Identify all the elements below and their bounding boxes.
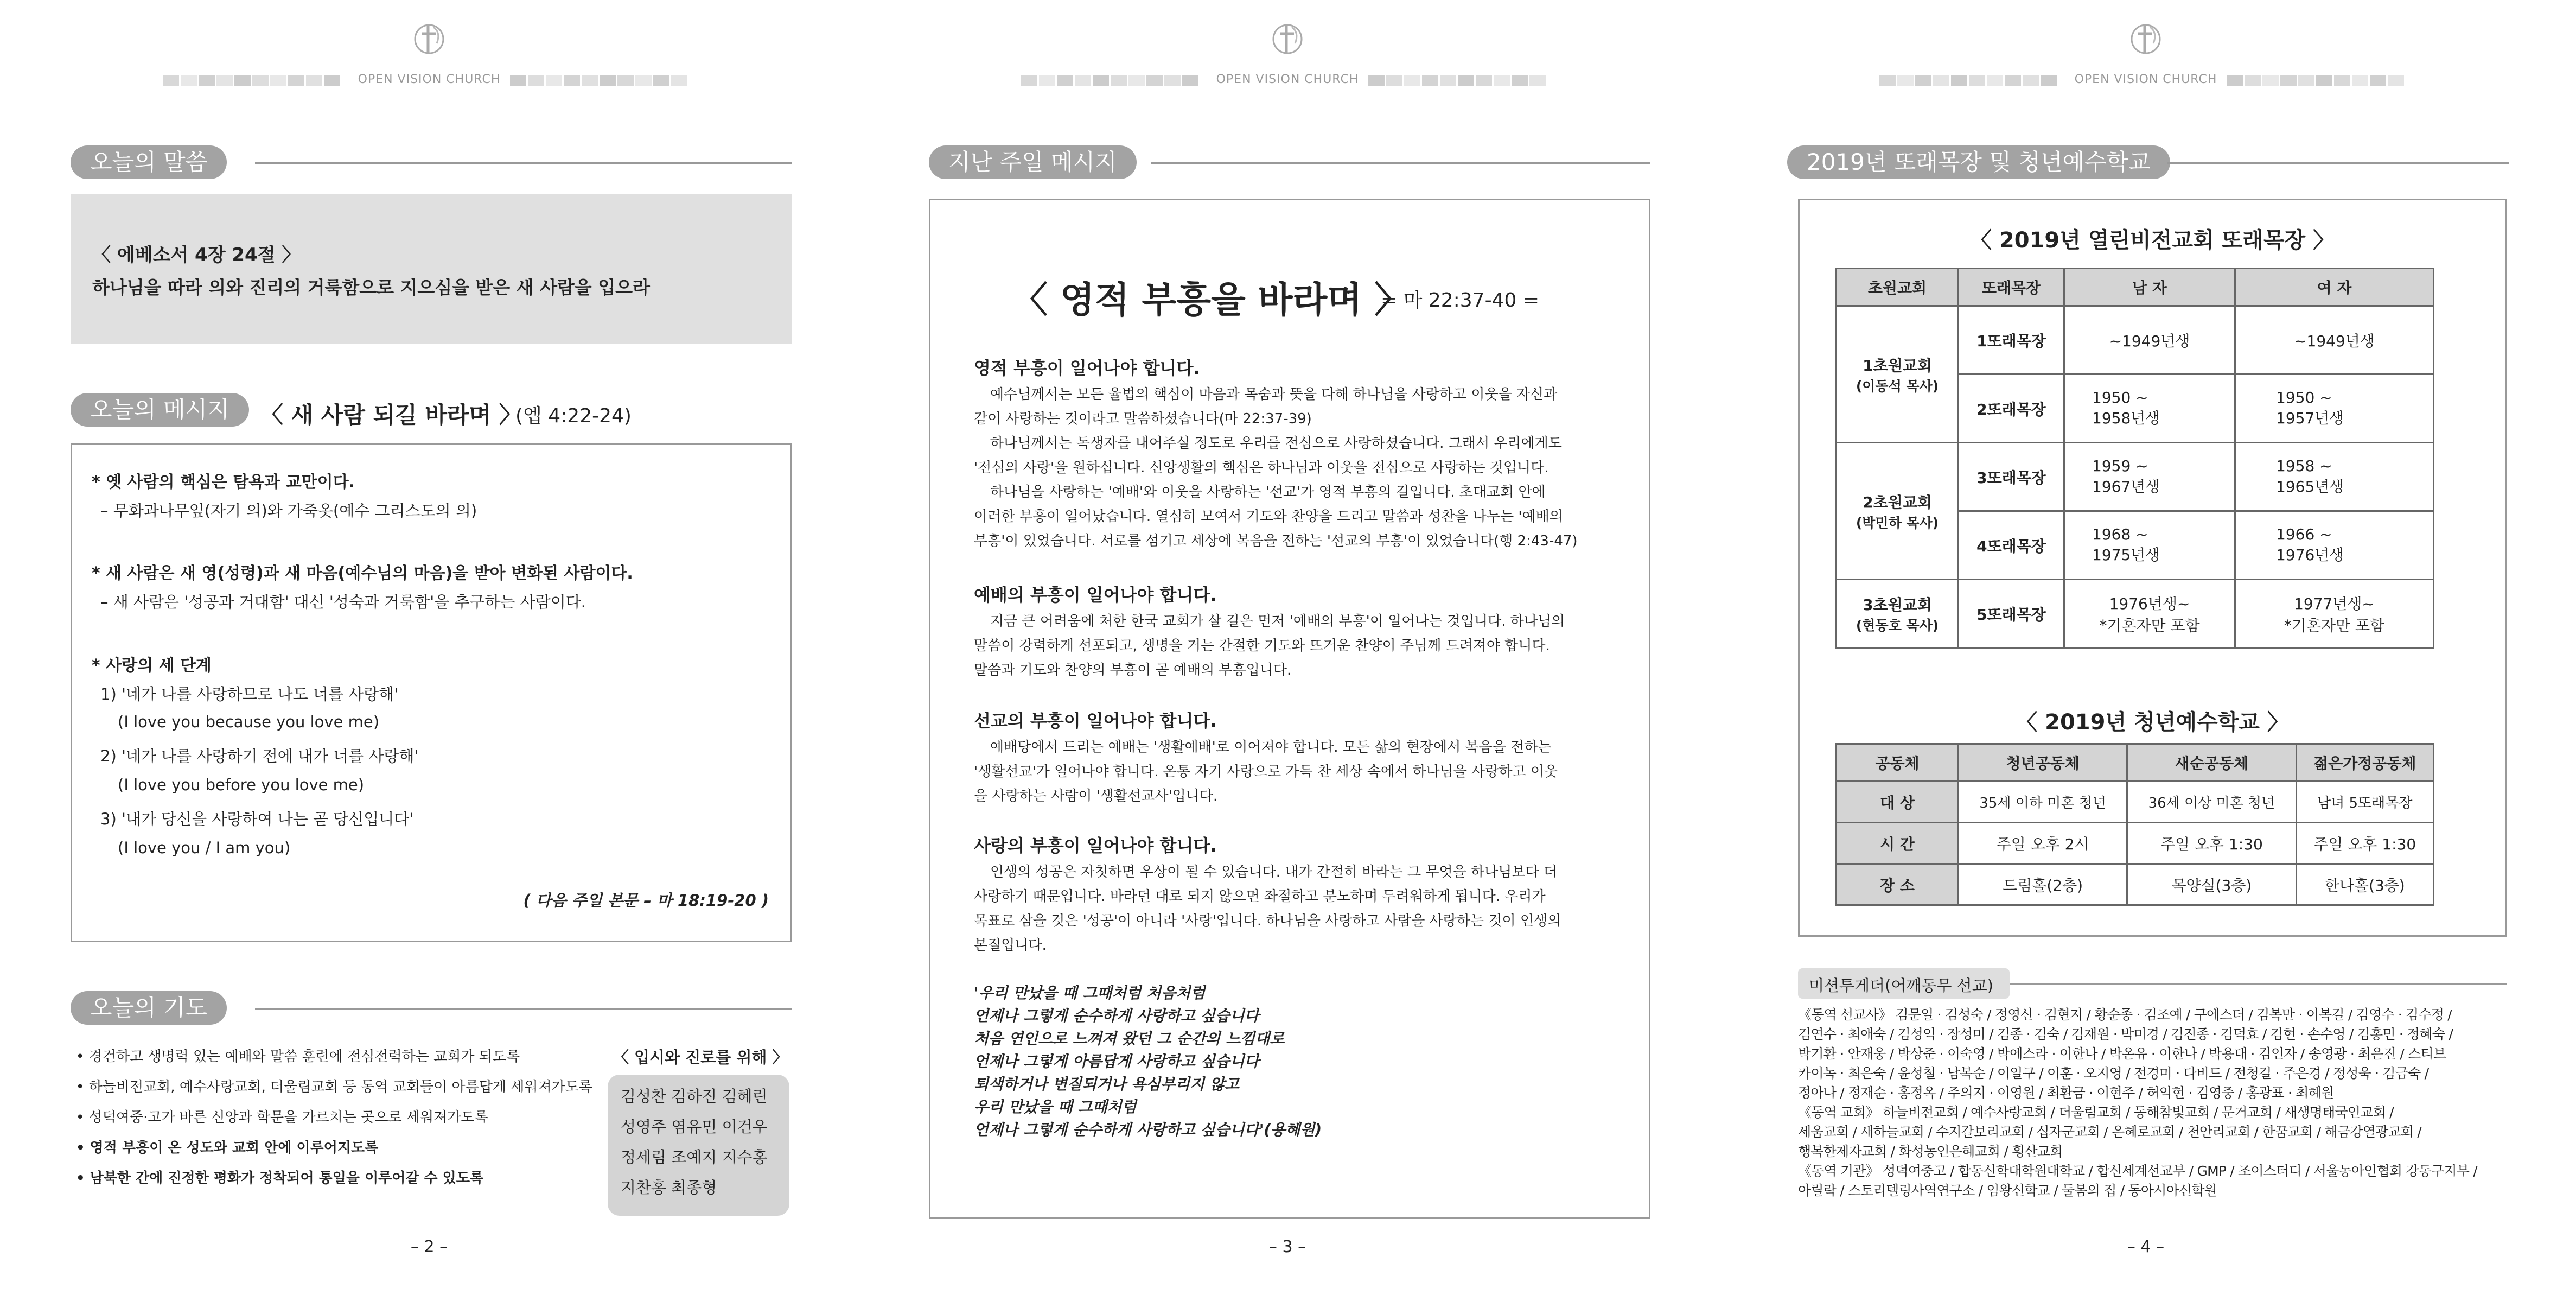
mission-line: 정아나 / 정재순 · 홍정옥 / 주의지 · 이영원 / 최환금 · 이현주 / 허익현 · 김영중 / 홍광표 · 최혜원 bbox=[1798, 1085, 2334, 1101]
table-cell: 35세 이하 미혼 청년 bbox=[1959, 782, 2127, 823]
section-heading: 영적 부흥이 일어나야 합니다. bbox=[974, 358, 1200, 378]
point-head: * 새 사람은 새 영(성령)과 새 마음(예수님의 마음)을 받아 변화된 사람이다. bbox=[92, 564, 633, 583]
table-row bbox=[1837, 306, 2434, 374]
table-cell: 목양실(3층) bbox=[2127, 864, 2296, 905]
peer-group-table bbox=[1835, 268, 2434, 649]
point-line: (I love you / I am you) bbox=[118, 839, 291, 857]
body-line: 이러한 부흥이 일어났습니다. 열심히 모여서 기도와 찬양을 드리고 말씀과 성찬을 나누는 '예배의 bbox=[974, 509, 1563, 525]
page-number: – 4 – bbox=[2127, 1237, 2165, 1256]
point-line: – 새 사람은 '성공과 거대함' 대신 '성숙과 거룩함'을 추구하는 사람이다. bbox=[100, 593, 586, 611]
table-header: 또래목장 bbox=[1959, 269, 2064, 306]
group-cell: 4또래목장 bbox=[1959, 511, 2064, 580]
church-name: OPEN VISION CHURCH bbox=[2074, 73, 2217, 86]
page-header bbox=[1717, 16, 2575, 86]
poem-line: '우리 만났을 때 그때처럼 처음처럼 bbox=[974, 984, 1206, 1002]
body-line: 목표로 삼을 것은 '성공'이 아니라 '사랑'입니다. 하나님을 사랑하고 사람을 사랑하는 것이 인생의 bbox=[974, 913, 1561, 929]
body-line: '전심의 사랑'을 원하십니다. 신앙생활의 핵심은 하나님과 이웃을 전심으로 사랑하는 것입니다. bbox=[974, 460, 1549, 476]
section-body bbox=[974, 610, 1565, 683]
exam-title: 〈 입시와 진로를 위해 〉 bbox=[613, 1048, 788, 1067]
table-row bbox=[1837, 864, 2434, 905]
table-cell: 드림홀(2층) bbox=[1959, 864, 2127, 905]
header-bar-right bbox=[2227, 75, 2406, 86]
prayer-item: • 하늘비전교회, 예수사랑교회, 더울림교회 등 동역 교회들이 아름답게 세워져가도록 bbox=[76, 1079, 592, 1095]
section-title: 2019년 또래목장 및 청년예수학교 bbox=[1787, 145, 2170, 179]
body-line: 하나님께서는 독생자를 내어주실 정도로 우리를 전심으로 사랑하셨습니다. 그래서 우리에게도 bbox=[990, 435, 1562, 452]
body-line: '생활선교'가 일어나야 합니다. 온통 자기 사랑으로 가득 찬 세상 속에서 하나님을 사랑하고 이웃 bbox=[974, 764, 1558, 780]
page-3 bbox=[858, 0, 1717, 1295]
chowon-cell: 2초원교회 (박민하 목사) bbox=[1837, 443, 1959, 580]
mission-title-tag bbox=[1798, 968, 2010, 999]
table-header: 새순공동체 bbox=[2127, 744, 2296, 782]
table-header: 젊은가정공동체 bbox=[2296, 744, 2433, 782]
section-todays-prayer bbox=[71, 991, 792, 1029]
mission-line: 행복한제자교회 / 화성농인은혜교회 / 횡산교회 bbox=[1798, 1144, 2063, 1159]
point-line: (I love you because you love me) bbox=[118, 713, 380, 731]
female-cell: 1966 ~ 1976년생 bbox=[2235, 511, 2434, 580]
poem-line: 우리 만났을 때 그때처럼 bbox=[974, 1098, 1137, 1116]
church-logo-icon bbox=[1266, 16, 1309, 60]
table2-title: 〈 2019년 청년예수학교 〉 bbox=[2016, 710, 2289, 735]
sermon-title: 〈 영적 부흥을 바라며 〉 bbox=[1012, 279, 1410, 321]
section-todays-word bbox=[71, 145, 792, 183]
section-todays-message bbox=[71, 393, 792, 431]
section-title: 지난 주일 메시지 bbox=[929, 145, 1137, 179]
exam-names-line: 성영주 염유민 이건우 bbox=[621, 1118, 768, 1136]
mission-line: 《동역 교회》 하늘비전교회 / 예수사랑교회 / 더울림교회 / 동해참빛교회 / 문거교회 / 새생명태국인교회 / bbox=[1798, 1104, 2394, 1120]
table-cell: 36세 이상 미혼 청년 bbox=[2127, 782, 2296, 823]
prayer-item: • 남북한 간에 진정한 평화가 정착되어 통일을 이루어갈 수 있도록 bbox=[76, 1170, 484, 1186]
table-cell: 한나홀(3층) bbox=[2296, 864, 2433, 905]
page-number: – 2 – bbox=[410, 1237, 448, 1256]
poem-line: 퇴색하거나 변질되거나 욕심부리지 않고 bbox=[974, 1075, 1240, 1093]
message-box bbox=[71, 443, 792, 942]
table-header: 초원교회 bbox=[1837, 269, 1959, 306]
male-cell: 1976년생~ *기혼자만 포함 bbox=[2064, 580, 2235, 648]
point-head: * 사랑의 세 단계 bbox=[92, 656, 212, 675]
sermon-box bbox=[929, 199, 1650, 1219]
point-line: 3) '내가 당신을 사랑하여 나는 곧 당신입니다' bbox=[100, 810, 414, 828]
female-cell: 1977년생~ *기혼자만 포함 bbox=[2235, 580, 2434, 648]
body-line: 지금 큰 어려움에 처한 한국 교회가 살 길은 먼저 '예배의 부흥'이 일어나는 것입니다. 하나님의 bbox=[990, 613, 1565, 630]
mission-line: 아릴락 / 스토리텔링사역연구소 / 임왕신학교 / 둘봄의 집 / 동아시아신학원 bbox=[1798, 1183, 2217, 1198]
table-cell: 남녀 5또래목장 bbox=[2296, 782, 2433, 823]
divider bbox=[2010, 983, 2507, 985]
church-name: OPEN VISION CHURCH bbox=[358, 73, 501, 86]
chowon-cell: 1초원교회 (이동석 목사) bbox=[1837, 306, 1959, 443]
poem-line: 언제나 그렇게 순수하게 사랑하고 싶습니다 bbox=[974, 1007, 1259, 1025]
body-line: 사랑하기 때문입니다. 바라던 대로 되지 않으면 좌절하고 분노하며 두려워하게 됩니다. 우리가 bbox=[974, 888, 1546, 905]
point-line: – 무화과나무잎(자기 의)와 가죽옷(예수 그리스도의 의) bbox=[100, 502, 477, 520]
section-title: 오늘의 메시지 bbox=[71, 393, 249, 427]
female-cell: ~1949년생 bbox=[2235, 306, 2434, 374]
poem-line: 처음 연인으로 느껴져 왔던 그 순간의 느낌대로 bbox=[974, 1030, 1285, 1048]
body-line: 말씀이 강력하게 선포되고, 생명을 거는 간절한 기도와 뜨거운 찬양이 주님께 드려져야 합니다. bbox=[974, 638, 1550, 654]
section-title: 오늘의 말씀 bbox=[71, 145, 227, 179]
section-heading: 예배의 부흥이 일어나야 합니다. bbox=[974, 585, 1217, 605]
page-header bbox=[0, 16, 858, 86]
body-line: 예수님께서는 모든 율법의 핵심이 마음과 목숨과 뜻을 다해 하나님을 사랑하고 이웃을 자신과 bbox=[990, 386, 1558, 403]
page-number: – 3 – bbox=[1268, 1237, 1306, 1256]
header-bar-left bbox=[1879, 75, 2058, 86]
body-line: 본질입니다. bbox=[974, 937, 1047, 954]
groups-box bbox=[1798, 199, 2507, 937]
section-body bbox=[974, 735, 1558, 809]
mission-title: 미션투게더(어깨동무 선교) bbox=[1809, 976, 1994, 995]
group-cell: 2또래목장 bbox=[1959, 374, 2064, 443]
body-line: 인생의 성공은 자칫하면 우상이 될 수 있습니다. 내가 간절히 바라는 그 무엇을 하나님보다 더 bbox=[990, 864, 1557, 880]
sermon-reference: (엡 4:22-24) bbox=[515, 405, 632, 427]
point-line: 1) '네가 나를 사랑하므로 나도 너를 사랑해' bbox=[100, 685, 399, 703]
table-header: 여 자 bbox=[2235, 269, 2434, 306]
table-header: 남 자 bbox=[2064, 269, 2235, 306]
word-box bbox=[71, 194, 792, 344]
header-bar-right bbox=[1368, 75, 1547, 86]
body-line: 하나님을 사랑하는 '예배'와 이웃을 사랑하는 '선교'가 영적 부흥의 길입니다. 초대교회 안에 bbox=[990, 484, 1546, 500]
sermon-title: 〈 새 사람 되길 바라며 〉 bbox=[260, 402, 522, 428]
prayer-item: • 성덕여중·고가 바른 신앙과 학문을 가르치는 곳으로 세워져가도록 bbox=[76, 1109, 488, 1126]
table-header: 청년공동체 bbox=[1959, 744, 2127, 782]
next-week-text: ( 다음 주일 본문 – 마 18:19-20 ) bbox=[523, 891, 769, 910]
table-row bbox=[1837, 443, 2434, 511]
word-text: 하나님을 따라 의와 진리의 거룩함으로 지으심을 받은 새 사람을 입으라 bbox=[92, 277, 650, 298]
section-heading: 사랑의 부흥이 일어나야 합니다. bbox=[974, 835, 1217, 856]
male-cell: 1950 ~ 1958년생 bbox=[2064, 374, 2235, 443]
section-heading: 선교의 부흥이 일어나야 합니다. bbox=[974, 710, 1217, 731]
body-line: 부흥'이 있었습니다. 서로를 섬기고 세상에 복음을 전하는 '선교의 부흥'이 있었습니다(행 2:43-47) bbox=[974, 533, 1578, 549]
section-peer-groups bbox=[1787, 145, 2509, 183]
church-logo-icon bbox=[407, 16, 451, 60]
body-line: 예배당에서 드리는 예배는 '생활예배'로 이어져야 합니다. 모든 삶의 현장에서 복음을 전하는 bbox=[990, 739, 1552, 756]
body-line: 같이 사랑하는 것이라고 말씀하셨습니다(마 22:37-39) bbox=[974, 411, 1312, 427]
group-cell: 5또래목장 bbox=[1959, 580, 2064, 648]
page-2 bbox=[0, 0, 858, 1295]
header-bar-left bbox=[1021, 75, 1200, 86]
point-line: 2) '네가 나를 사랑하기 전에 내가 너를 사랑해' bbox=[100, 747, 419, 765]
row-label: 시 간 bbox=[1837, 823, 1959, 864]
point-head: * 옛 사람의 핵심은 탐욕과 교만이다. bbox=[92, 473, 355, 492]
female-cell: 1950 ~ 1957년생 bbox=[2235, 374, 2434, 443]
table-cell: 주일 오후 1:30 bbox=[2127, 823, 2296, 864]
header-bar-left bbox=[163, 75, 342, 86]
mission-line: 박기환 · 안재웅 / 박상준 · 이숙영 / 박에스라 · 이한나 / 박온유 · 이한나 / 박용대 · 김인자 / 송영광 · 최은진 / 스티브 bbox=[1798, 1046, 2446, 1062]
mission-line: 《동역 기관》 성덕여중고 / 합동신학대학원대학교 / 합신세계선교부 / GMP / 조이스터디 / 서울농아인협회 강동구지부 / bbox=[1798, 1163, 2477, 1179]
page-4 bbox=[1717, 0, 2575, 1295]
body-line: 말씀과 기도와 찬양의 부흥이 곧 예배의 부흥입니다. bbox=[974, 662, 1292, 678]
word-reference: 〈 에베소서 4장 24절 〉 bbox=[92, 244, 301, 266]
section-body bbox=[974, 860, 1561, 958]
table-row bbox=[1837, 580, 2434, 648]
prayer-item: • 경건하고 생명력 있는 예배와 말씀 훈련에 전심전력하는 교회가 되도록 bbox=[76, 1049, 520, 1065]
body-line: 을 사랑하는 사람이 '생활선교사'입니다. bbox=[974, 788, 1218, 804]
poem-line: 언제나 그렇게 아름답게 사랑하고 싶습니다 bbox=[974, 1052, 1259, 1070]
section-body bbox=[974, 383, 1578, 554]
exam-names-line: 정세림 조예지 지수홍 bbox=[621, 1148, 768, 1166]
poem-line: 언제나 그렇게 순수하게 사랑하고 싶습니다'(용혜원) bbox=[974, 1121, 1322, 1139]
mission-line: 카이녹 · 최은숙 / 윤성철 · 남복순 / 이일구 / 이훈 · 오지영 / 전경미 · 다비드 / 전청길 · 주은경 / 정성욱 · 김금숙 / bbox=[1798, 1065, 2429, 1081]
sermon-reference: = 마 22:37-40 = bbox=[1381, 289, 1539, 312]
mission-line: 김연수 · 최애숙 / 김성익 · 장성미 / 김종 · 김숙 / 김재원 · 박미경 / 김진종 · 김덕효 / 김현 · 손수영 / 김홍민 · 정혜숙 / bbox=[1798, 1026, 2453, 1042]
header-bar-right bbox=[510, 75, 689, 86]
section-title: 오늘의 기도 bbox=[71, 991, 227, 1025]
exam-names-line: 지찬홍 최종형 bbox=[621, 1178, 717, 1197]
church-logo-icon bbox=[2124, 16, 2167, 60]
mission-list bbox=[1798, 1005, 2477, 1201]
male-cell: ~1949년생 bbox=[2064, 306, 2235, 374]
table-row bbox=[1837, 823, 2434, 864]
exam-names-line: 김성찬 김하진 김혜린 bbox=[621, 1087, 768, 1106]
page-header bbox=[858, 16, 1717, 86]
youth-school-table bbox=[1835, 743, 2434, 906]
table-cell: 주일 오후 1:30 bbox=[2296, 823, 2433, 864]
point-line: (I love you before you love me) bbox=[118, 776, 365, 794]
exam-names-box bbox=[608, 1075, 789, 1216]
female-cell: 1958 ~ 1965년생 bbox=[2235, 443, 2434, 511]
row-label: 장 소 bbox=[1837, 864, 1959, 905]
poem bbox=[974, 982, 1322, 1141]
table-header: 공동체 bbox=[1837, 744, 1959, 782]
table-row bbox=[1837, 782, 2434, 823]
male-cell: 1968 ~ 1975년생 bbox=[2064, 511, 2235, 580]
mission-line: 《동역 선교사》 김문일 · 김성숙 / 정영신 · 김현지 / 황순종 · 김조예 / 구에스더 / 김복만 · 이복길 / 김영수 · 김수정 / bbox=[1798, 1007, 2452, 1023]
group-cell: 1또래목장 bbox=[1959, 306, 2064, 374]
table-cell: 주일 오후 2시 bbox=[1959, 823, 2127, 864]
row-label: 대 상 bbox=[1837, 782, 1959, 823]
section-last-sunday bbox=[929, 145, 1650, 183]
prayer-item: • 영적 부흥이 온 성도와 교회 안에 이루어지도록 bbox=[76, 1140, 379, 1156]
church-name: OPEN VISION CHURCH bbox=[1216, 73, 1359, 86]
group-cell: 3또래목장 bbox=[1959, 443, 2064, 511]
mission-line: 세움교회 / 새하늘교회 / 수지갈보리교회 / 십자군교회 / 은혜로교회 / 천안리교회 / 한꿈교회 / 해금강열광교회 / bbox=[1798, 1124, 2421, 1140]
male-cell: 1959 ~ 1967년생 bbox=[2064, 443, 2235, 511]
table1-title: 〈 2019년 열린비전교회 또래목장 〉 bbox=[1969, 228, 2335, 253]
chowon-cell: 3초원교회 (현동호 목사) bbox=[1837, 580, 1959, 648]
